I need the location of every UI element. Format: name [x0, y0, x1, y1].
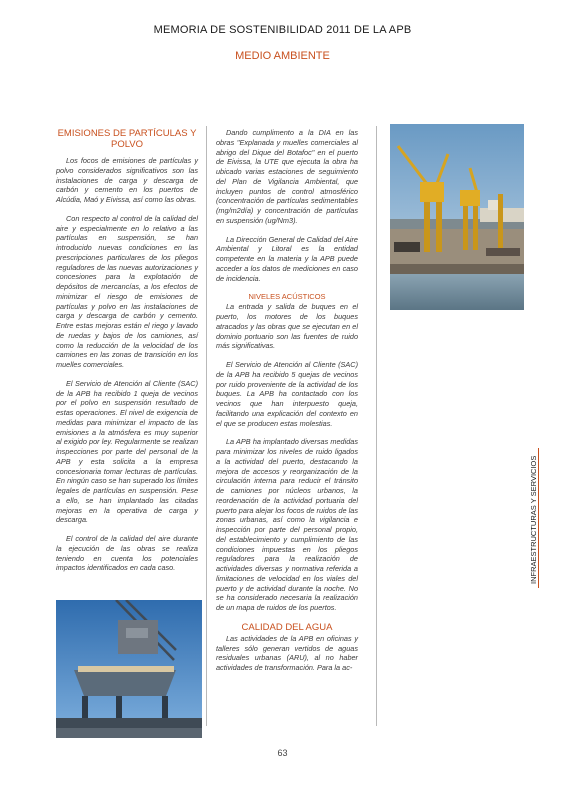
- paragraph: La APB ha implantado diversas medidas para minimizar los niveles de ruido ligados a la actividad del puerto, destacando la mejora de accesos y reorganización de la circulación interna para reducir el tránsito de camiones por núcleos urbanos, la reordenación de la actividad portuaria del puerto para alejar los focos de ruidos de las zonas urbanas, así como la vigilancia e inspección por parte del personal propio, del establecimiento y cumplimiento de las condiciones impuestas en los pliegos reguladores para la realización de actividades diversas y normativa referida a limitaciones de velocidad en los viales del puerto y de actividad durante la noche. No se ha considerado necesaria la realización de un mapa de ruidos de los puertos.: [216, 437, 358, 612]
- paragraph: Los focos de emisiones de partículas y polvo considerados significativos son las instalaciones de carga y descarga de carbón y cemento en los puertos de Alcúdia, Maó y Eivissa, así como las obras.: [56, 156, 198, 204]
- water-quality-heading: CALIDAD DEL AGUA: [241, 621, 333, 633]
- paragraph: La Dirección General de Calidad del Aire Ambiental y Litoral es la entidad competente en la materia y la APB puede acceder a los datos de mediciones en caso de incidencia.: [216, 234, 358, 283]
- paragraph: El Servicio de Atención al Cliente (SAC) de la APB ha recibido 1 queja de vecinos por el polvo en suspensión resultado de estas operaciones. El nivel de exigencia de medidas para minimizar el impacto de las emisiones a la atmósfera es muy superior al exigido por ley. Regularmente se realizan inspecciones por parte del personal de la APB y esta solicita a la empresa concesionaria tomar lecturas de partículas. En ningún caso se han superado los límites legales de partículas en suspensión. Pese a ello, se han implantado las citadas mejoras en la operativa de carga y descarga.: [56, 378, 198, 525]
- section-title: MEDIO AMBIENTE: [235, 50, 330, 62]
- page-number: 63: [277, 748, 288, 758]
- column-divider: [206, 126, 207, 726]
- chapter-side-tab: INFRAESTRUCTURAS Y SERVICIOS: [529, 455, 538, 584]
- paragraph: Dando cumplimento a la DIA en las obras "Explanada y muelles comerciales al abrigo del Dique del Botafoc" en el puerto de Eivissa, la UTE que ejecuta la obra ha ubicado varias estaciones de seguimiento del Plan de Vigilancia Ambiental, que incluyen puntos de control atmosférico (concentración de partículas sedimentables (mg/m2día) y concentración de partículas en suspensión (ug/Nm3).: [216, 128, 358, 225]
- paragraph: El control de la calidad del aire durante la ejecución de las obras se realiza teniendo en cuenta los potenciales impactos identificados en cada caso.: [56, 534, 198, 573]
- cement-hopper-photo: [56, 600, 202, 738]
- emissions-heading: EMISIONES DE PARTÍCULAS Y POLVO: [57, 128, 197, 150]
- column-divider: [376, 126, 377, 726]
- paragraph: La entrada y salida de buques en el puerto, los motores de los buques atracados y las obras que se ejecutan en el dominio portuario son las fuentes de ruido más significativas.: [216, 302, 358, 351]
- text-column-1: [56, 128, 198, 582]
- paragraph: El Servicio de Atención al Cliente (SAC) de la APB ha recibido 5 quejas de vecinos por ruido proveniente de la actividad de los buques. La APB ha contactado con los vecinos que han interpuesto queja, facilitando una explicación del contexto en el que se producen estas molestias.: [216, 360, 358, 428]
- text-column-2: [216, 128, 358, 682]
- document-header-title: MEMORIA DE SOSTENIBILIDAD 2011 DE LA APB: [153, 24, 412, 36]
- paragraph: Con respecto al control de la calidad del aire y especialmente en lo relativo a las partículas en suspensión, se han introducido nuevas condiciones en las prescripciones particulares de los pliegos reguladores de las nuevas autorizaciones y concesiones para la explotación de depósitos de mercancías, a los efectos de minimizar el riesgo de emisiones de partículas y polvo en las instalaciones de carga y descarga de carbón y cemento. Entre estas mejoras están el riego y lavado de ruedas y bajos de los camiones, así como la reducción de la velocidad de los camiones en las zonas de transición en los muelles comerciales.: [56, 213, 198, 369]
- acoustic-levels-heading: NIVELES ACÚSTICOS: [248, 292, 326, 302]
- port-cranes-photo: [390, 124, 524, 310]
- paragraph: Las actividades de la APB en oficinas y talleres sólo generan vertidos de aguas residuales urbanas (ARU), al no haber actividades de transformación. Para la ac-: [216, 633, 358, 672]
